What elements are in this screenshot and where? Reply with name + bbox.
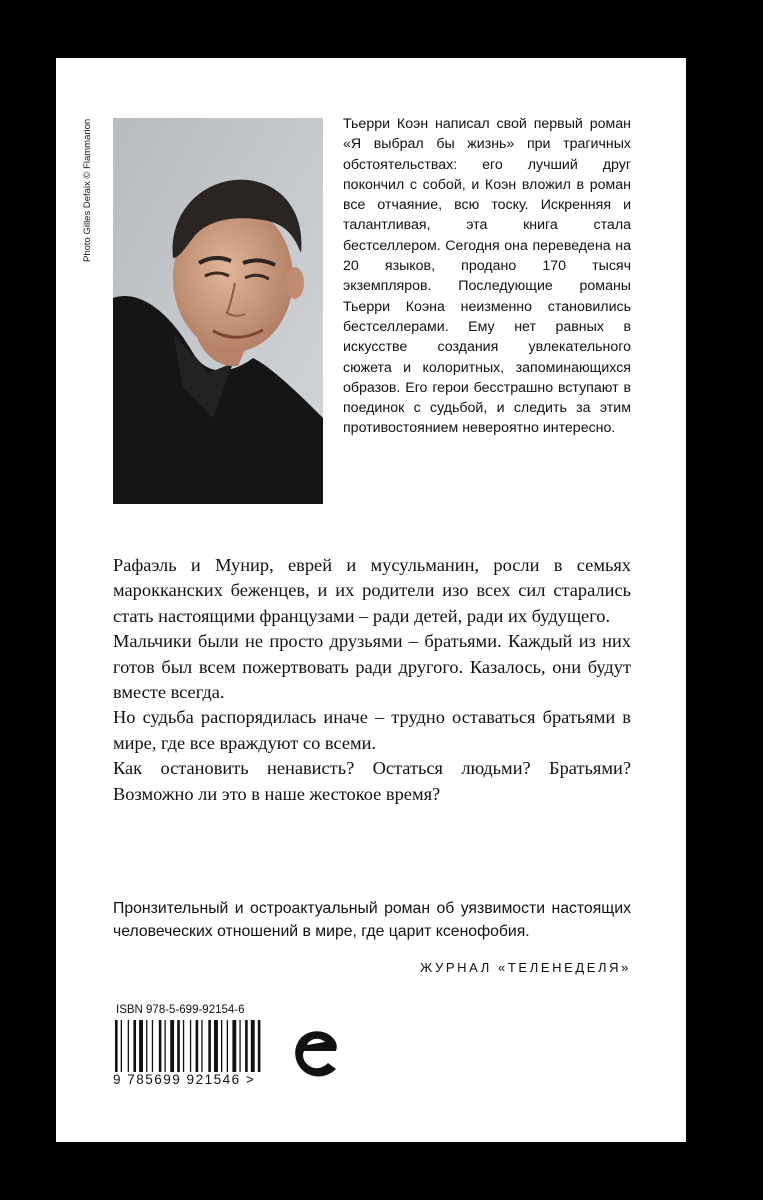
review-quote: Пронзительный и остроактуальный роман об уязвимости настоящих человеческих отношений в мире, где царит ксенофобия. (113, 900, 631, 940)
author-photo (113, 118, 323, 504)
author-bio: Тьерри Коэн написал свой первый роман «Я выбрал бы жизнь» при трагичных обстоятельствах: его лучший друг покончил с собой, и Коэн вложил в роман все отчаяние, всю тоску. Искренняя и талантливая, эта книга стала бестселлером. Сегодня она переведена на 20 языков, продано 170 тысяч экземпляров. Последующие романы Тьерри Коэна неизменно становились бестселлерами. Ему нет равных в искусстве создания увлекательного сюжета и колоритных, запоминающихся образов. Его герои бесстрашно вступают в поединок с судьбой, и следить за этим противостоянием невероятно интересно. (343, 116, 631, 437)
photo-credit: Photo Gilles Defaix © Flammarion (82, 118, 93, 262)
book-blurb (113, 553, 631, 807)
blurb-paragraph: Мальчики были не просто друзьями – братьями. Каждый из них готов был всем пожертвовать ради другого. Казалось, они будут вместе всегда. (113, 631, 631, 703)
eksmo-logo-icon (288, 1023, 346, 1081)
isbn-label: ISBN 978-5-699-92154-6 (116, 1004, 245, 1016)
blurb-paragraph: Рафаэль и Мунир, еврей и мусульманин, росли в семьях марокканских беженцев, и их родители изо всех сил старались стать настоящими французами – ради детей, ради их будущего. (113, 555, 631, 626)
review-source: ЖУРНАЛ «ТЕЛЕНЕДЕЛЯ» (420, 960, 631, 975)
blurb-paragraph: Но судьба распорядилась иначе – трудно оставаться братьями в мире, где все враждуют со всеми. (113, 707, 631, 753)
photo-credit-box (82, 118, 94, 274)
blurb-paragraph: Как остановить ненависть? Остаться людьми? Братьями? Возможно ли это в наше жестокое время? (113, 758, 631, 804)
barcode (113, 1020, 283, 1080)
barcode-digits: 9 785699 921546 > (113, 1072, 256, 1087)
